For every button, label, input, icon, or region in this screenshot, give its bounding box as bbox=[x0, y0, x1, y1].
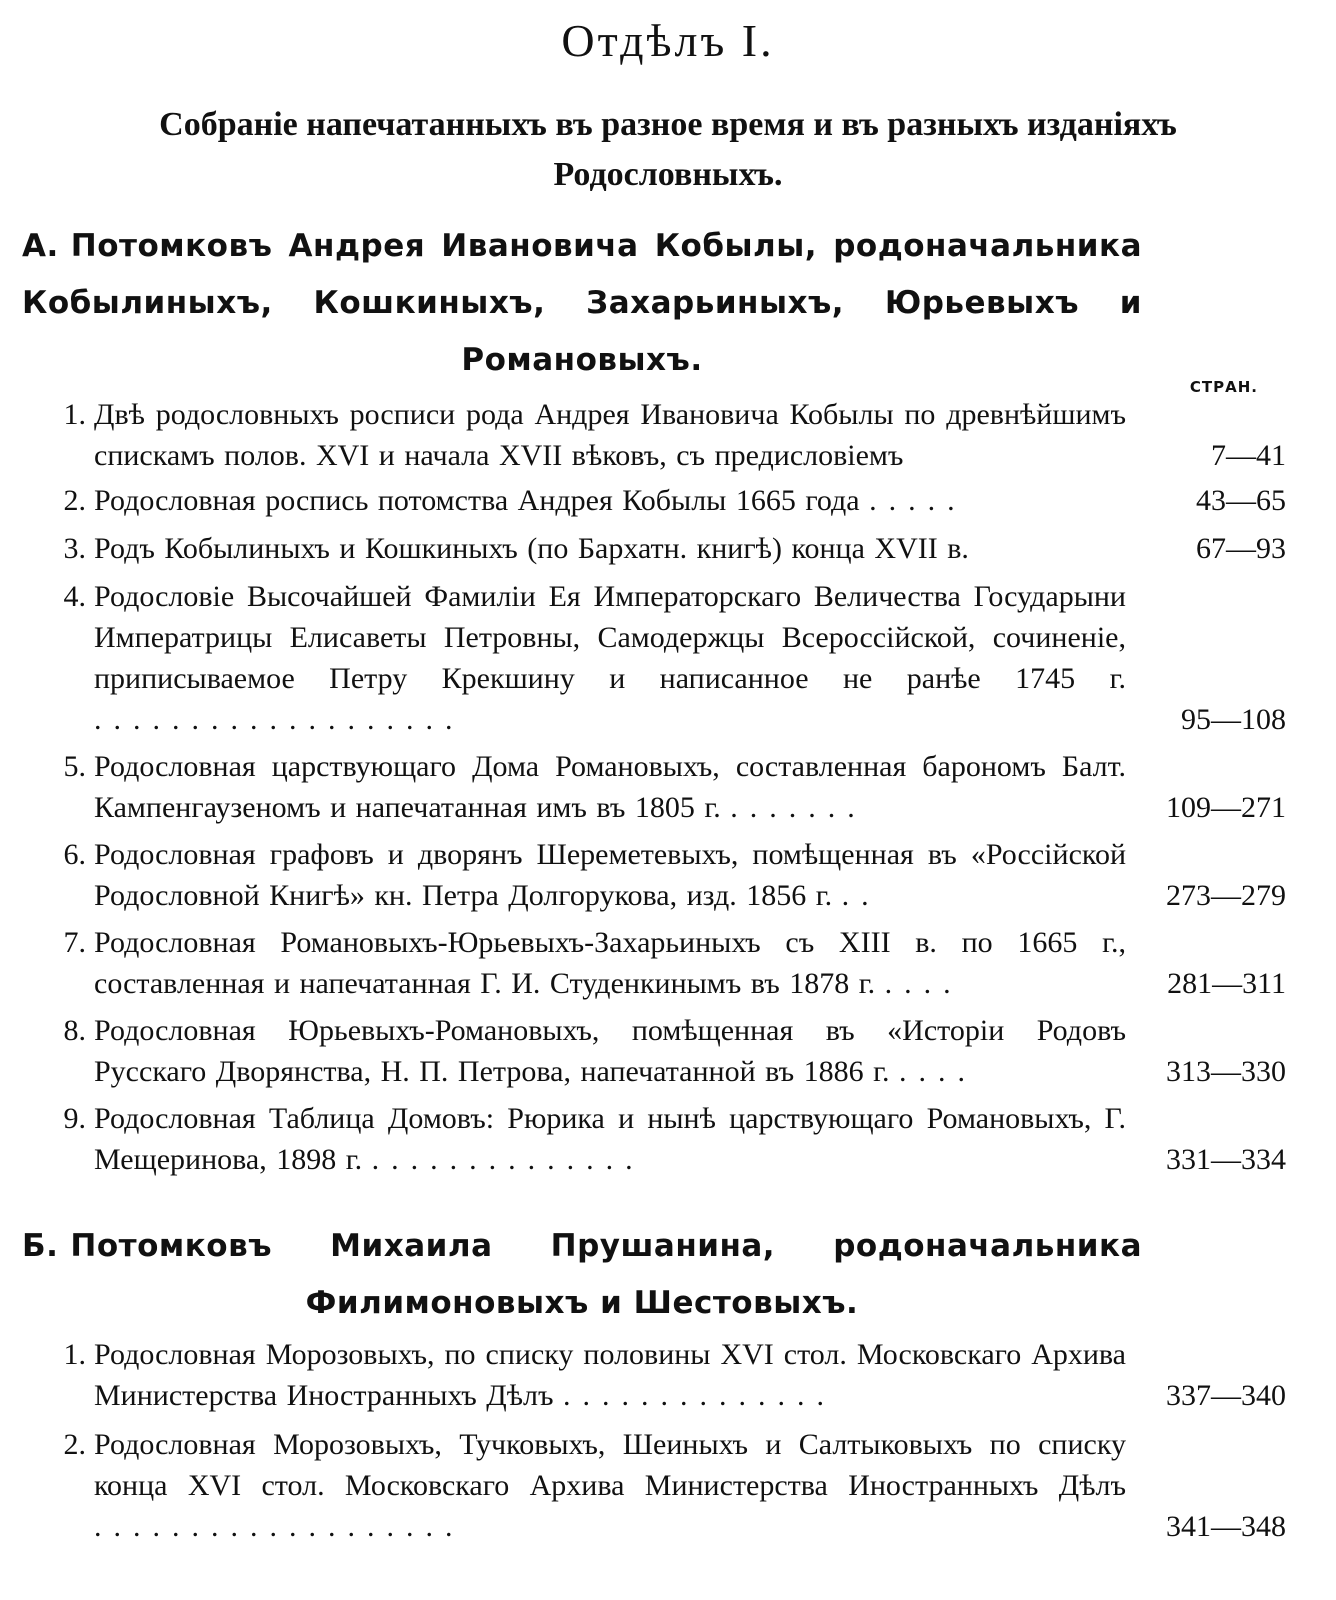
entry-pages: 331—334 bbox=[1166, 1143, 1286, 1176]
toc-entry bbox=[46, 1424, 1286, 1547]
leader-dots: ..... bbox=[869, 484, 967, 517]
entry-number: 7. bbox=[63, 926, 86, 959]
entry-title bbox=[94, 1334, 1126, 1416]
entry-title bbox=[94, 834, 1126, 916]
entry-number: 2. bbox=[63, 484, 86, 517]
toc-entry bbox=[46, 834, 1286, 916]
toc-entry bbox=[46, 746, 1286, 828]
leader-dots: .... bbox=[884, 967, 963, 1000]
entry-title-text: Родословная Романовыхъ-Юрьевыхъ-Захарьиныхъ съ XIII в. по 1665 г., составленная и напечатанная Г. И. Студенкинымъ въ 1878 г. bbox=[94, 926, 1126, 1000]
entry-title-text: Родословіе Высочайшей Фамиліи Ея Императорскаго Величества Государыни Императрицы Елисаветы Петровны, Самодержцы Всероссійской, сочиненіе, приписываемое Петру Крекшину и написанное не ранѣе 1745 г. bbox=[94, 580, 1126, 695]
leader-dots: .............. bbox=[563, 1379, 837, 1412]
entry-title bbox=[94, 922, 1126, 1004]
entry-title-text: Родословная графовъ и дворянъ Шереметевыхъ, помѣщенная въ «Россійской Родословной Книгѣ» кн. Петра Долгорукова, изд. 1856 г. bbox=[94, 838, 1126, 912]
entry-pages: 313—330 bbox=[1166, 1055, 1286, 1088]
entry-pages: 341—348 bbox=[1166, 1510, 1286, 1543]
leader-dots: .. bbox=[841, 879, 881, 912]
entry-number: 2. bbox=[63, 1428, 86, 1461]
entry-title bbox=[94, 1010, 1126, 1092]
entry-number: 5. bbox=[63, 750, 86, 783]
entry-number: 6. bbox=[63, 838, 86, 871]
entry-number: 9. bbox=[63, 1102, 86, 1135]
collection-title bbox=[20, 100, 1316, 200]
leader-dots: .... bbox=[899, 1055, 978, 1088]
entry-title bbox=[94, 746, 1126, 828]
entry-title-text: Родословная Морозовыхъ, по списку половины XVI стол. Московскаго Архива Министерства Иностранныхъ Дѣлъ bbox=[94, 1338, 1126, 1412]
entry-pages: 95—108 bbox=[1181, 703, 1286, 736]
leader-dots: .............. bbox=[371, 1143, 645, 1176]
toc-entry bbox=[46, 480, 1286, 521]
entry-title: Родъ Кобылиныхъ и Кошкиныхъ (по Бархатн. книгѣ) конца XVII в. bbox=[94, 532, 969, 565]
pages-column-header: СТРАН. bbox=[1189, 378, 1258, 396]
entry-title-text: Родословная Юрьевыхъ-Романовыхъ, помѣщенная въ «Исторіи Родовъ Русскаго Дворянства, Н. П. Петрова, напечатанной въ 1886 г. bbox=[94, 1014, 1126, 1088]
toc-entry bbox=[46, 1098, 1286, 1180]
section-a-heading-text: Потомковъ Андрея Ивановича Кобылы, родоначальника Кобылиныхъ, Кошкиныхъ, Захарьиныхъ, Юрьевыхъ и Романовыхъ. bbox=[22, 228, 1142, 378]
entry-number: 8. bbox=[63, 1014, 86, 1047]
entry-number: 1. bbox=[63, 398, 86, 431]
entry-title bbox=[94, 480, 1126, 521]
toc-entry bbox=[46, 528, 1286, 569]
entry-pages: 337—340 bbox=[1166, 1379, 1286, 1412]
entry-number: 1. bbox=[63, 1338, 86, 1371]
toc-entry bbox=[46, 576, 1286, 740]
entry-title-text: Родословная Морозовыхъ, Тучковыхъ, Шеиныхъ и Салтыковыхъ по списку конца XVI стол. Московскаго Архива Министерства Иностранныхъ Дѣлъ bbox=[94, 1428, 1126, 1502]
entry-title bbox=[94, 1424, 1126, 1547]
section-b-heading-text: Потомковъ Михаила Прушанина, родоначальника Филимоновыхъ и Шестовыхъ. bbox=[70, 1228, 1142, 1321]
section-a-letter: А. bbox=[22, 228, 59, 264]
entry-title bbox=[94, 1098, 1126, 1180]
toc-entry bbox=[46, 394, 1286, 476]
toc-entry bbox=[46, 922, 1286, 1004]
section-b-letter: Б. bbox=[22, 1228, 59, 1264]
section-a-heading bbox=[22, 218, 1142, 389]
entry-title-text: Родословная роспись потомства Андрея Кобылы 1665 года bbox=[94, 484, 860, 517]
entry-pages: 109—271 bbox=[1166, 791, 1286, 824]
entry-title bbox=[94, 576, 1126, 740]
section-b-heading bbox=[22, 1218, 1142, 1332]
collection-title-line2: Родословныхъ. bbox=[553, 156, 783, 193]
toc-entry bbox=[46, 1334, 1286, 1416]
leader-dots: ....... bbox=[730, 791, 867, 824]
leader-dots: ................... bbox=[94, 703, 465, 736]
entry-pages: 67—93 bbox=[1196, 532, 1286, 565]
entry-pages: 281—311 bbox=[1167, 967, 1286, 1000]
toc-entry bbox=[46, 1010, 1286, 1092]
entry-title-text: Родословная царствующаго Дома Романовыхъ, составленная барономъ Балт. Кампенгаузеномъ и напечатанная имъ въ 1805 г. bbox=[94, 750, 1126, 824]
entry-pages: 273—279 bbox=[1166, 879, 1286, 912]
entry-number: 4. bbox=[63, 580, 86, 613]
part-title: Отдѣлъ I. bbox=[561, 15, 775, 66]
leader-dots: ................... bbox=[94, 1510, 465, 1543]
entry-number: 3. bbox=[63, 532, 86, 565]
collection-title-line1: Собраніе напечатанныхъ въ разное время и въ разныхъ изданіяхъ bbox=[159, 106, 1177, 143]
entry-pages: 7—41 bbox=[1211, 439, 1286, 472]
entry-title-text: Родословная Таблица Домовъ: Рюрика и нынѣ царствующаго Романовыхъ, Г. Мещеринова, 1898 г. bbox=[94, 1102, 1126, 1176]
entry-title: Двѣ родословныхъ росписи рода Андрея Ивановича Кобылы по древнѣйшимъ спискамъ полов. XVI и начала XVII вѣковъ, съ предисловіемъ bbox=[94, 398, 1126, 472]
entry-pages: 43—65 bbox=[1196, 484, 1286, 517]
